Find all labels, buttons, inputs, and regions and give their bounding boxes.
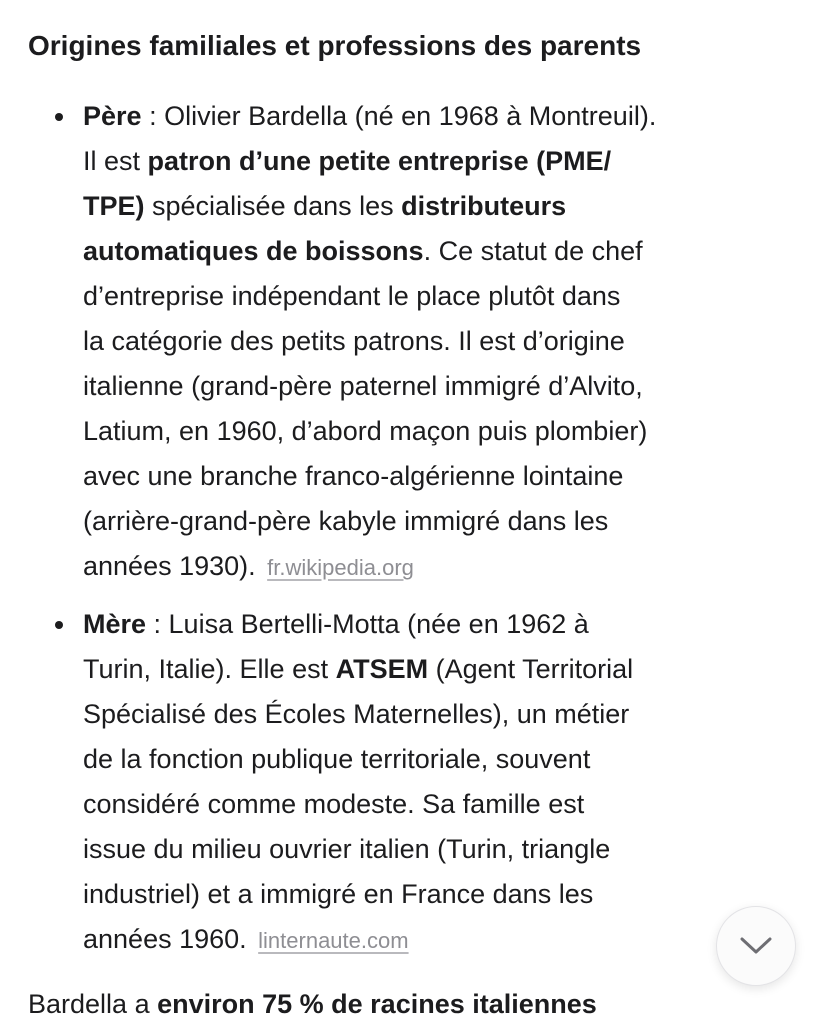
text-line xyxy=(83,184,801,229)
text-line xyxy=(83,737,801,782)
text-line xyxy=(83,827,801,872)
bold-run: TPE) xyxy=(83,191,145,221)
text-line xyxy=(83,319,801,364)
text-run: Latium, en 1960, d’abord maçon puis plombier) xyxy=(83,416,648,446)
text-run: années 1930). xyxy=(83,551,264,581)
mere-text xyxy=(83,602,801,963)
text-line xyxy=(83,499,801,544)
text-line xyxy=(83,602,801,647)
bullet-dot xyxy=(55,113,63,121)
text-run: (arrière-grand-père kabyle immigré dans les xyxy=(83,506,609,536)
closing-text: Bardella a xyxy=(28,989,158,1019)
text-line xyxy=(83,139,801,184)
text-run: : Luisa Bertelli-Motta (née en 1962 à xyxy=(146,609,589,639)
text-line xyxy=(83,917,801,963)
text-run: : Olivier Bardella (né en 1968 à Montreuil). xyxy=(141,101,657,131)
source-link-wikipedia[interactable]: fr.wikipedia.org xyxy=(267,555,414,580)
text-run: d’entreprise indépendant le place plutôt dans xyxy=(83,281,621,311)
text-line xyxy=(83,274,801,319)
bold-run: Père xyxy=(83,101,142,131)
text-line xyxy=(83,647,801,692)
text-run: années 1960. xyxy=(83,924,255,954)
source-link-linternaute[interactable]: linternaute.com xyxy=(258,928,409,953)
text-line xyxy=(83,692,801,737)
bold-run: Mère xyxy=(83,609,147,639)
scroll-down-button[interactable] xyxy=(716,906,796,986)
text-run: industriel) et a immigré en France dans les xyxy=(83,879,594,909)
bold-run: patron d’une petite entreprise (PME/ xyxy=(147,146,612,176)
text-run: spécialisée dans les xyxy=(144,191,402,221)
list-item-pere xyxy=(83,94,801,590)
closing-paragraph xyxy=(28,982,597,1027)
chevron-down-icon xyxy=(739,936,773,956)
text-run: Il est xyxy=(83,146,148,176)
bold-run: distributeurs xyxy=(401,191,567,221)
text-run: (Agent Territorial xyxy=(428,654,634,684)
text-run: Spécialisé des Écoles Maternelles), un métier xyxy=(83,699,630,729)
closing-bold-text: environ 75 % de racines italiennes xyxy=(157,989,597,1019)
bullet-dot xyxy=(55,621,63,629)
text-line xyxy=(83,454,801,499)
bold-run: ATSEM xyxy=(335,654,429,684)
text-run: italienne (grand-père paternel immigré d’Alvito, xyxy=(83,371,643,401)
text-run: la catégorie des petits patrons. Il est d’origine xyxy=(83,326,625,356)
text-line xyxy=(83,872,801,917)
text-line xyxy=(83,544,801,590)
text-run: issue du milieu ouvrier italien (Turin, triangle xyxy=(83,834,611,864)
text-line xyxy=(83,229,801,274)
text-run: Turin, Italie). Elle est xyxy=(83,654,336,684)
text-line xyxy=(83,782,801,827)
text-run: . Ce statut de chef xyxy=(423,236,643,266)
text-run: de la fonction publique territoriale, souvent xyxy=(83,744,591,774)
text-line xyxy=(83,94,801,139)
pere-text xyxy=(83,94,801,590)
bold-run: automatiques de boissons xyxy=(83,236,424,266)
text-run: considéré comme modeste. Sa famille est xyxy=(83,789,585,819)
section-heading: Origines familiales et professions des parents xyxy=(28,30,642,61)
text-run: avec une branche franco-algérienne lointaine xyxy=(83,461,624,491)
text-line xyxy=(83,364,801,409)
list-item-mere xyxy=(83,602,801,963)
text-line xyxy=(83,409,801,454)
